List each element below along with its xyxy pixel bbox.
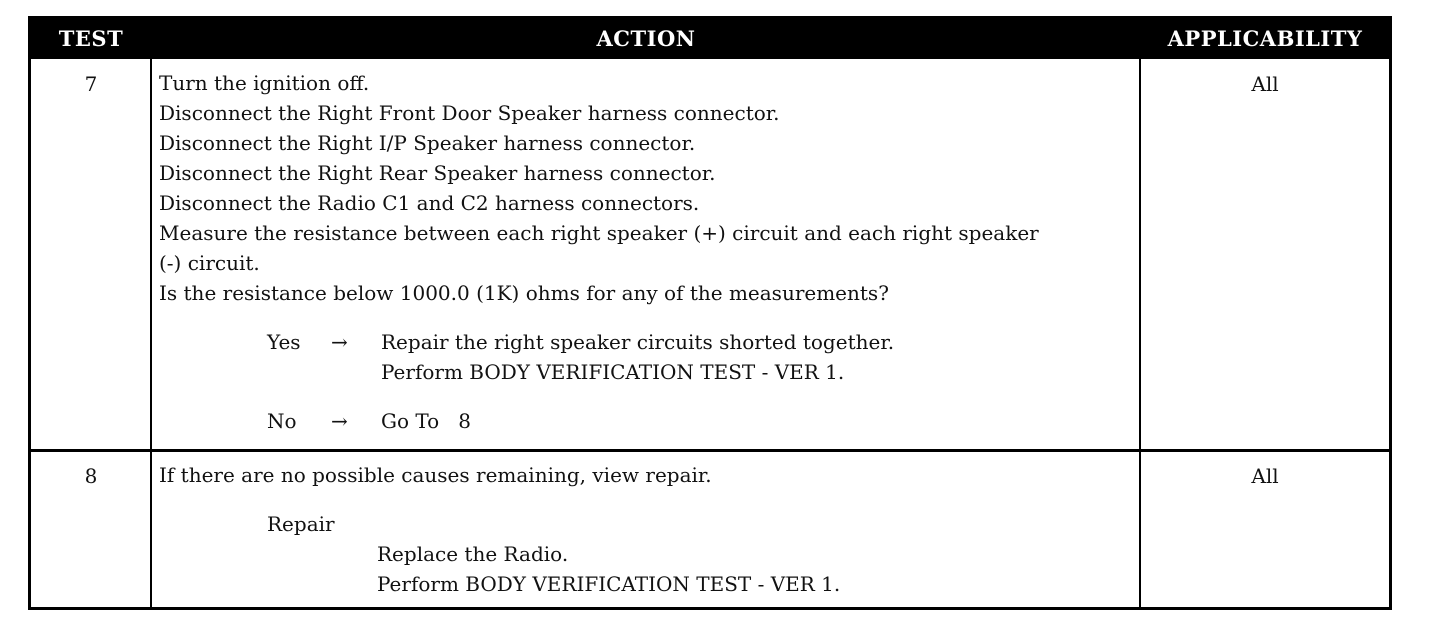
- yes-label: Yes: [267, 330, 301, 354]
- yes-result-line: Repair the right speaker circuits shorted together.: [381, 330, 895, 354]
- repair-line: Replace the Radio.: [377, 542, 569, 566]
- action-line: If there are no possible causes remaining, view repair.: [159, 463, 712, 487]
- arrow-right-icon: →: [331, 330, 348, 354]
- go-to-link[interactable]: Go To 8: [381, 409, 471, 433]
- header-action: ACTION: [596, 26, 696, 51]
- yes-result-line: Perform BODY VERIFICATION TEST - VER 1.: [381, 360, 845, 384]
- repair-line: Perform BODY VERIFICATION TEST - VER 1.: [377, 572, 841, 596]
- column-divider: [1139, 59, 1141, 607]
- applicability-value: All: [1251, 464, 1279, 488]
- action-line: Disconnect the Radio C1 and C2 harness connectors.: [159, 191, 700, 215]
- no-label: No: [267, 409, 297, 433]
- action-line: Disconnect the Right Rear Speaker harness connector.: [159, 161, 716, 185]
- applicability-value: All: [1251, 72, 1279, 96]
- test-number: 7: [84, 72, 98, 96]
- repair-label: Repair: [267, 512, 335, 536]
- test-number: 8: [84, 464, 98, 488]
- action-line: Disconnect the Right Front Door Speaker harness connector.: [159, 101, 780, 125]
- action-line: (-) circuit.: [159, 251, 260, 275]
- arrow-right-icon: →: [331, 409, 348, 433]
- diagnostic-table: [28, 16, 1392, 610]
- action-line: Measure the resistance between each right speaker (+) circuit and each right speaker: [159, 221, 1039, 245]
- action-line: Is the resistance below 1000.0 (1K) ohms for any of the measurements?: [159, 281, 889, 305]
- header-applicability: APPLICABILITY: [1167, 26, 1363, 51]
- row-divider: [31, 449, 1389, 452]
- column-divider: [150, 59, 152, 607]
- header-test: TEST: [58, 26, 124, 51]
- action-line: Disconnect the Right I/P Speaker harness connector.: [159, 131, 696, 155]
- table-header: [31, 19, 1389, 59]
- action-line: Turn the ignition off.: [159, 71, 370, 95]
